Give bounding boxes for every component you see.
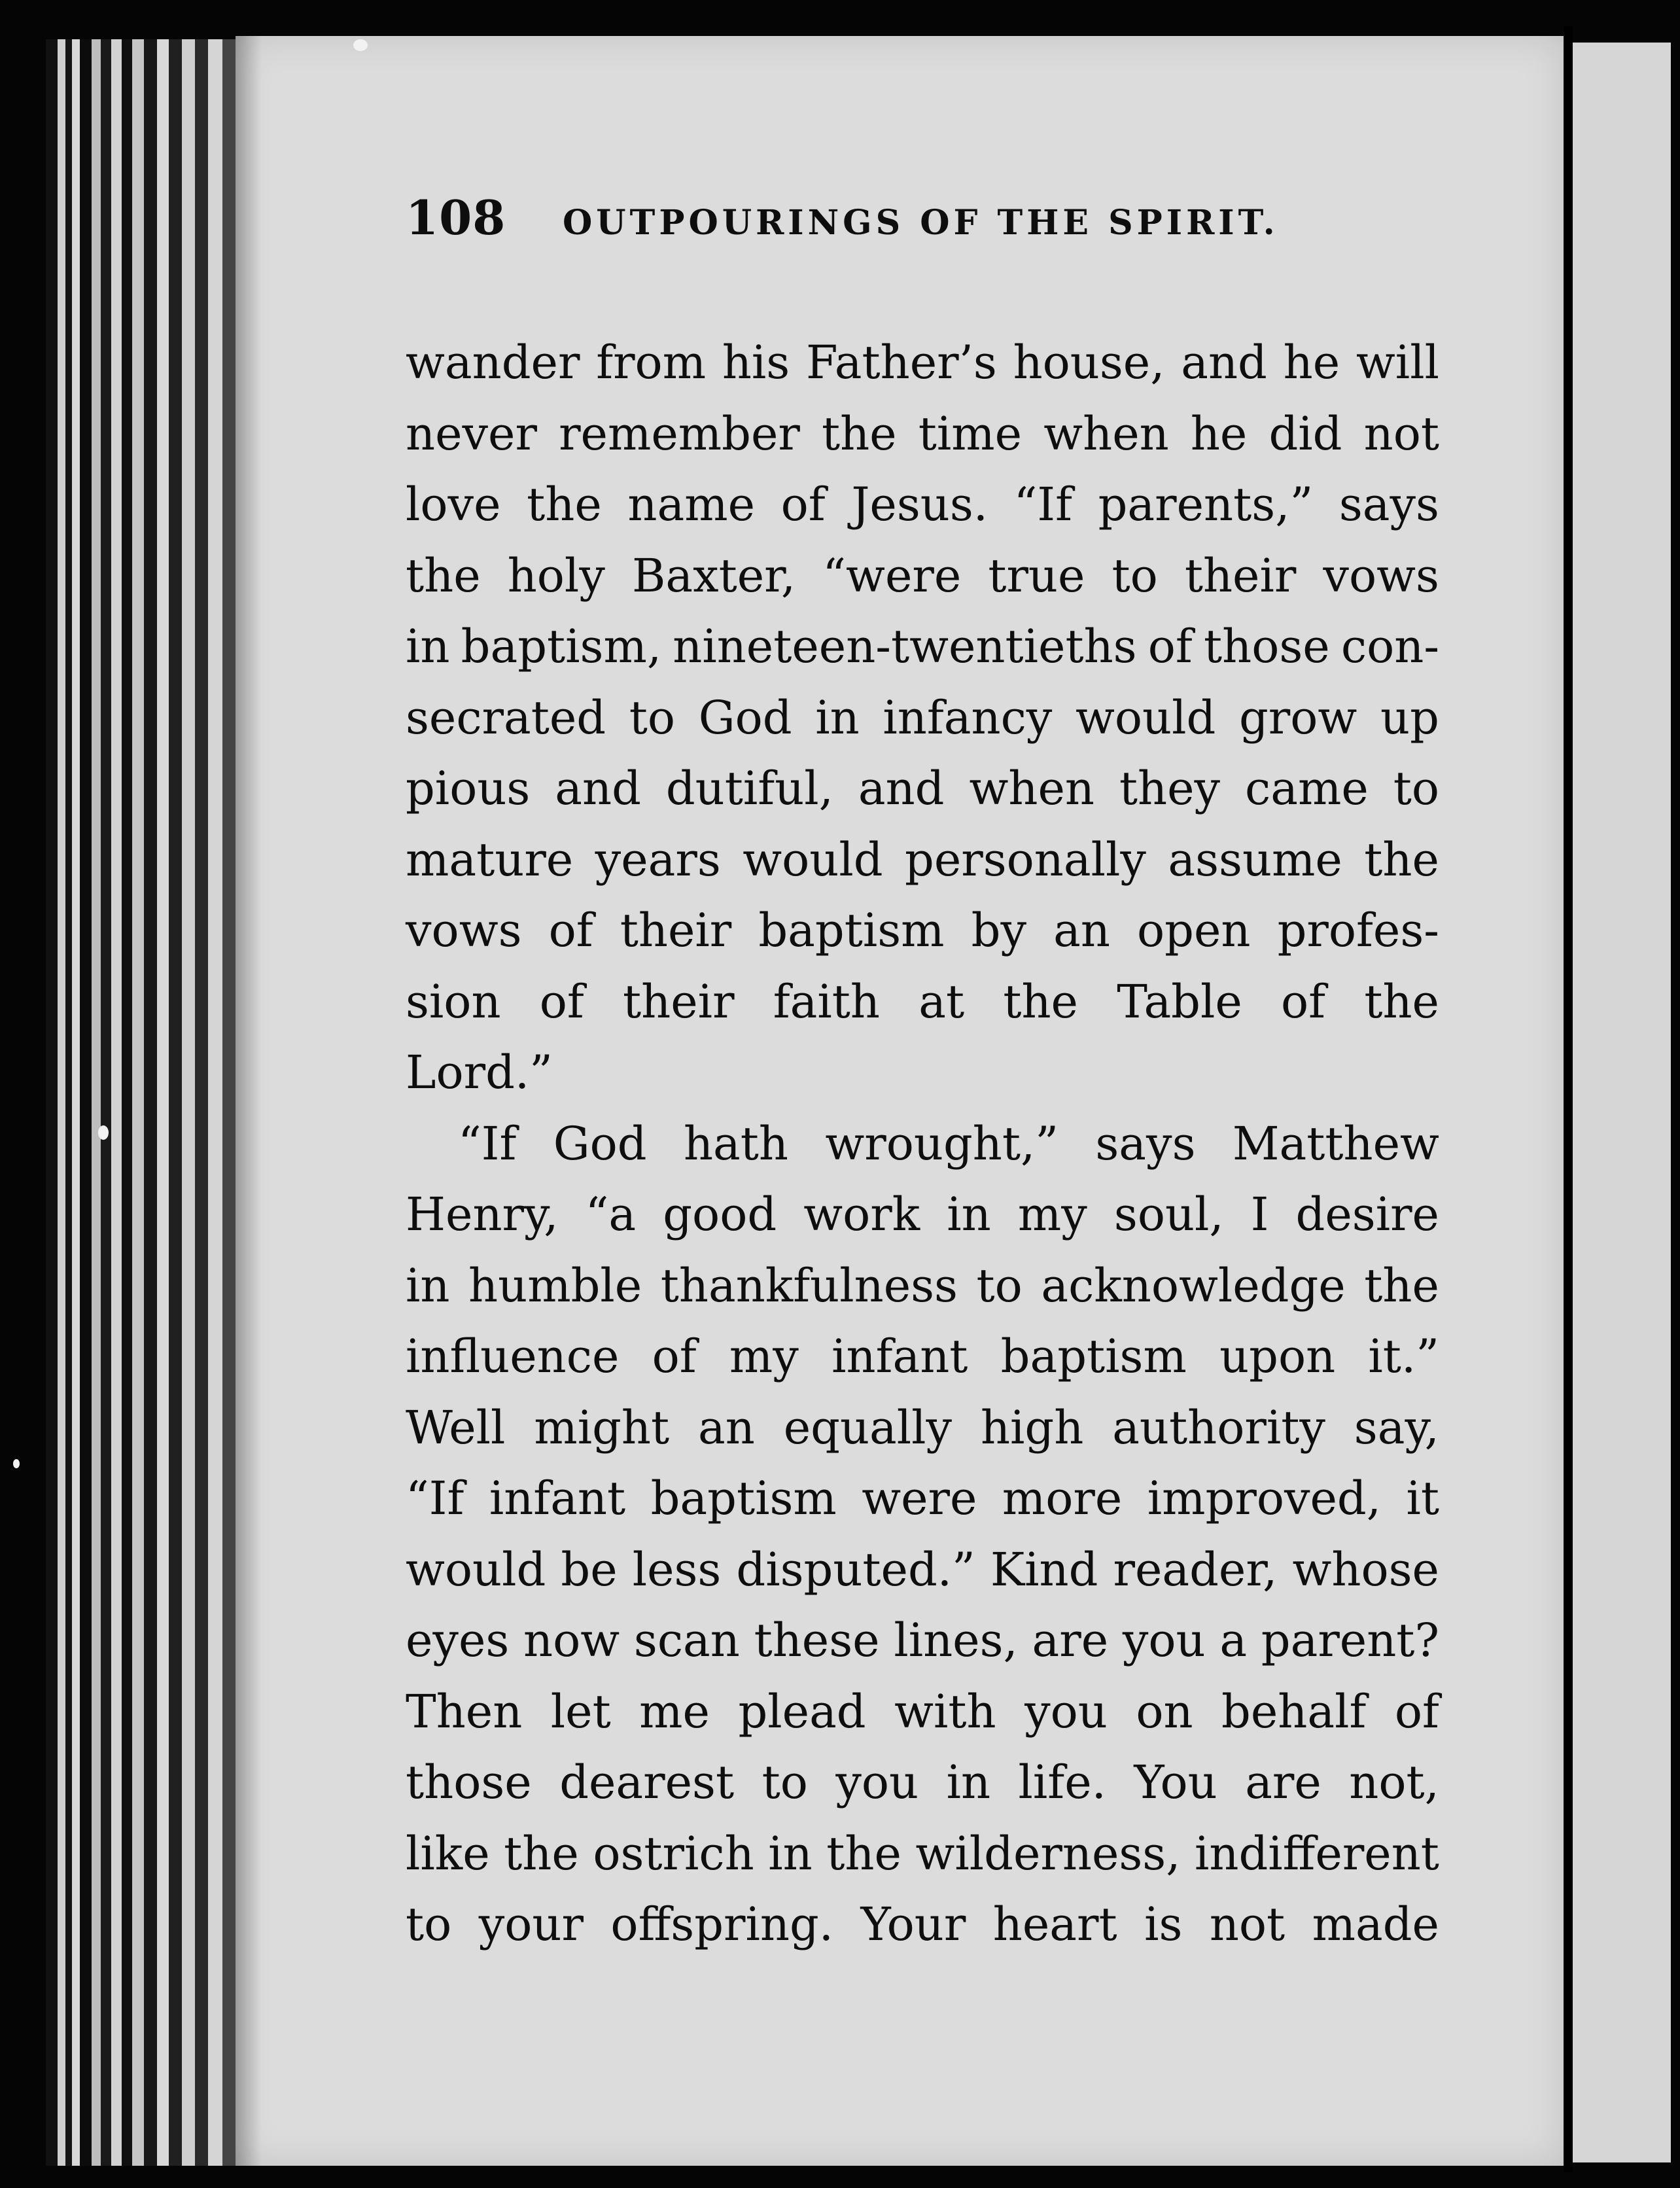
scan-speck bbox=[98, 1125, 109, 1140]
text-line: secrated to God in infancy would grow up bbox=[406, 690, 1439, 745]
text-line: pious and dutiful, and when they came to bbox=[406, 762, 1439, 815]
text-line: in humble thankfulness to acknowledge the bbox=[406, 1258, 1439, 1313]
text-line: to your offspring. Your heart is not made bbox=[406, 1897, 1439, 1951]
text-line: mature years would personally assume the bbox=[406, 832, 1439, 887]
running-title: OUTPOURINGS OF THE SPIRIT. bbox=[563, 203, 1279, 243]
text-line: would be less disputed.” Kind reader, whose bbox=[406, 1542, 1439, 1597]
page-separator bbox=[1564, 26, 1573, 2172]
text-line: like the ostrich in the wilderness, indifferent bbox=[406, 1826, 1439, 1880]
text-line: Then let me plead with you on behalf of bbox=[406, 1684, 1439, 1738]
stacked-page-edges bbox=[46, 39, 242, 2166]
text-line: eyes now scan these lines, are you a parent? bbox=[406, 1614, 1439, 1667]
text-line: “If God hath wrought,” says Matthew bbox=[458, 1116, 1439, 1171]
text-line: vows of their baptism by an open profes- bbox=[406, 904, 1439, 957]
running-head bbox=[406, 190, 1439, 275]
scan-speck bbox=[353, 39, 368, 51]
next-page-edge bbox=[1573, 43, 1671, 2162]
text-line: Lord.” bbox=[406, 1046, 553, 1099]
text-line: sion of their faith at the Table of the bbox=[406, 974, 1439, 1029]
page-number: 108 bbox=[406, 190, 506, 245]
text-line: love the name of Jesus. “If parents,” says bbox=[406, 478, 1439, 531]
body-text bbox=[406, 327, 1439, 1960]
text-block bbox=[406, 190, 1439, 1960]
text-line: Well might an equally high authority say, bbox=[406, 1400, 1439, 1455]
text-line: Henry, “a good work in my soul, I desire bbox=[406, 1188, 1439, 1241]
text-line: influence of my infant baptism upon it.” bbox=[406, 1330, 1439, 1383]
text-line: those dearest to you in life. You are not, bbox=[406, 1756, 1439, 1809]
text-line: wander from his Father’s house, and he will bbox=[406, 336, 1439, 389]
text-line: the holy Baxter, “were true to their vows bbox=[406, 548, 1439, 603]
text-line: never remember the time when he did not bbox=[406, 406, 1439, 461]
text-line: in baptism, nineteen-twentieths of those con- bbox=[406, 620, 1439, 673]
text-line: “If infant baptism were more improved, it bbox=[406, 1472, 1439, 1525]
scan-speck bbox=[13, 1459, 20, 1468]
